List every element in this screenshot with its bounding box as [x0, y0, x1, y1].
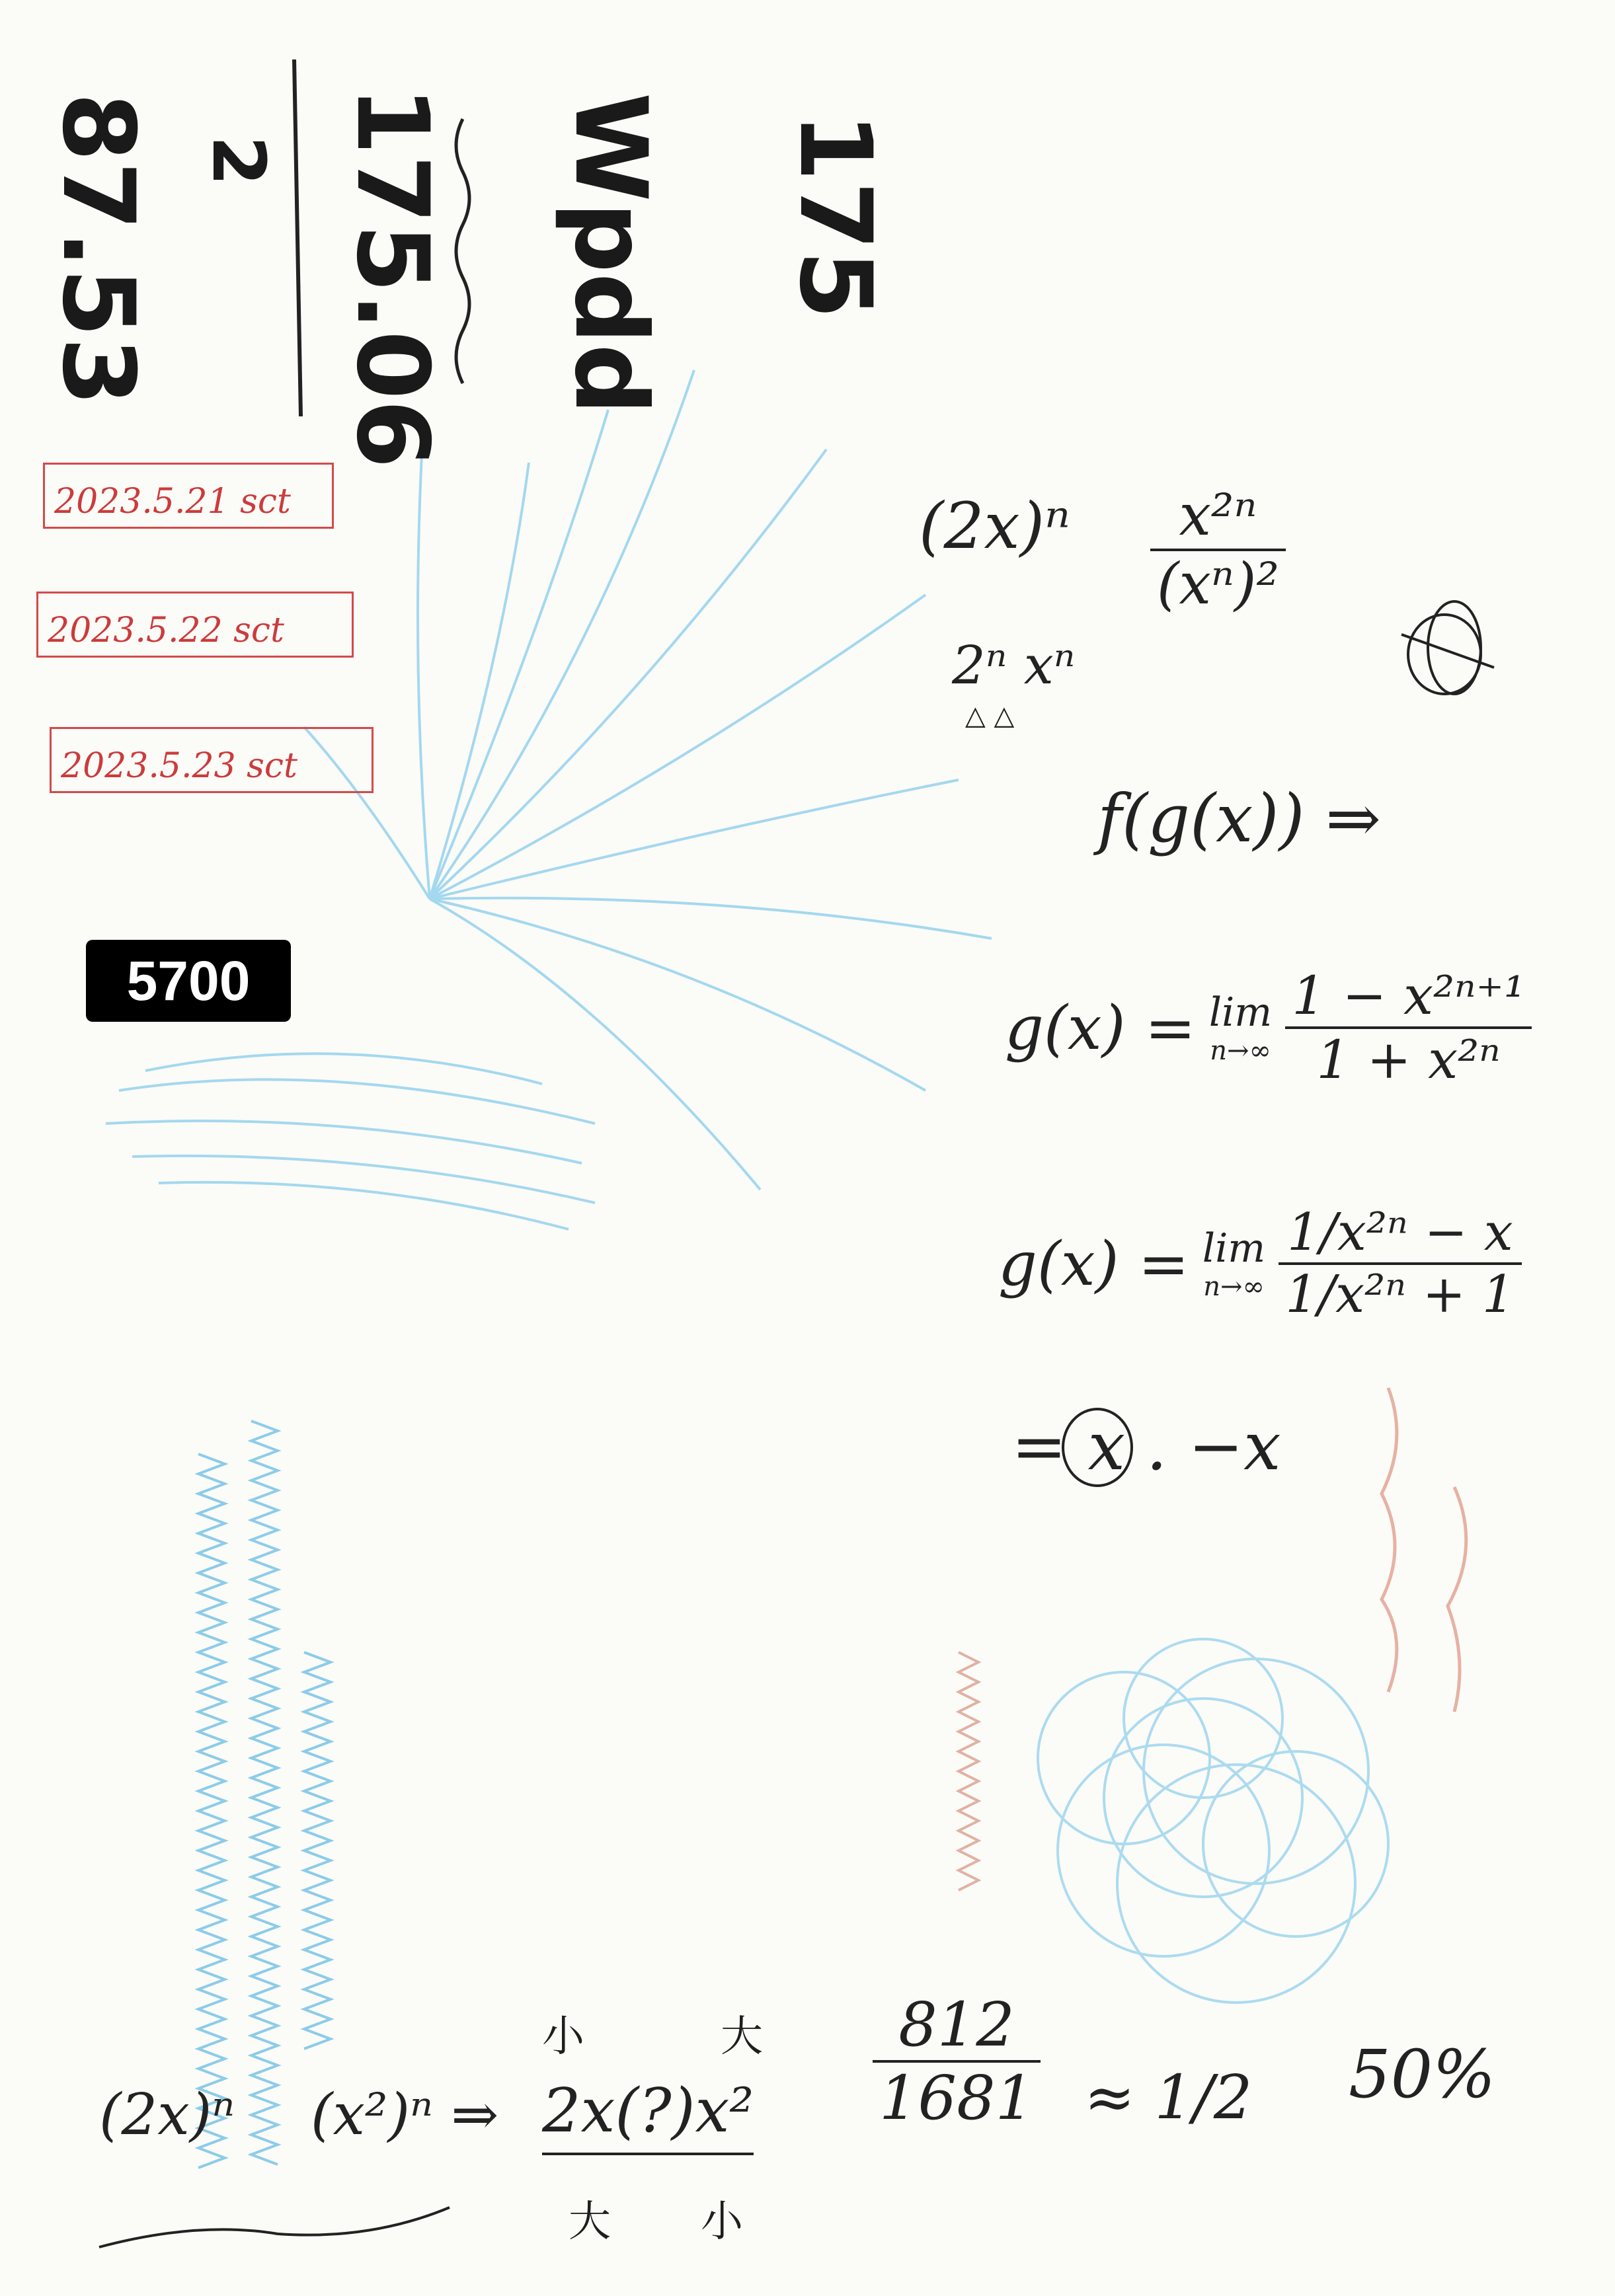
eq-bottom-label-big-bottom: 大 — [569, 2198, 611, 2246]
date-stamp-2: 2023.5.22 sct — [36, 592, 354, 658]
eq-lim-sub-2: n→∞ — [1203, 1272, 1265, 1302]
count-badge: 5700 — [86, 940, 291, 1022]
top-number-175-06: 175.06 — [335, 86, 450, 469]
top-number-wpdd: Wpdd — [553, 93, 668, 415]
eq-x2n-denominator: (xⁿ)² — [1157, 551, 1279, 617]
eq-gx-denominator-1: 1 + x²ⁿ — [1316, 1029, 1501, 1091]
eq-bottom-2x-n: (2x)ⁿ — [99, 2082, 235, 2148]
eq-triangle-marks: △ △ — [965, 701, 1015, 731]
eq-approx-half: ≈ 1/2 — [1084, 2062, 1253, 2133]
eq-lim-1: lim — [1208, 989, 1273, 1036]
eq-2n-xn: 2ⁿ xⁿ — [952, 634, 1076, 696]
eq-x2n-numerator: x²ⁿ — [1179, 482, 1257, 549]
eq-f-of-g: f(g(x)) ⇒ — [1097, 780, 1382, 857]
eq-gx-limit-2 — [998, 1203, 1522, 1324]
eq-fifty-percent: 50% — [1349, 2036, 1496, 2113]
date-stamp-3: 2023.5.23 sct — [50, 727, 374, 793]
eq-lim-sub-1: n→∞ — [1210, 1036, 1271, 1066]
eq-2x-power-n: (2x)ⁿ — [919, 489, 1071, 563]
eq-lim-2: lim — [1202, 1225, 1266, 1272]
eq-gx-lhs-2: g(x) = — [998, 1228, 1189, 1299]
eq-x2n-fraction — [1150, 482, 1286, 617]
eq-gx-lhs-1: g(x) = — [1005, 992, 1196, 1063]
eq-bottom-ratio — [873, 1989, 1041, 2133]
date-stamp-1: 2023.5.21 sct — [43, 463, 334, 529]
eq-bottom-label-small-bottom: 小 — [701, 2198, 743, 2246]
top-number-175: 175 — [777, 112, 892, 320]
eq-bottom-x2-n: (x²)ⁿ ⇒ — [311, 2082, 499, 2148]
eq-ratio-numerator: 812 — [898, 1989, 1015, 2060]
eq-gx-limit-1 — [1005, 965, 1532, 1091]
eq-ratio-denominator: 1681 — [879, 2063, 1035, 2133]
eq-bottom-label-small-top: 小 — [542, 2012, 584, 2061]
eq-bottom-label-big-top: 大 — [721, 2012, 763, 2061]
top-number-87-53: 87.53 — [40, 93, 155, 406]
eq-gx-numerator-1: 1 − x²ⁿ⁺¹ — [1292, 965, 1525, 1026]
eq-gx-denominator-2: 1/x²ⁿ + 1 — [1285, 1265, 1515, 1324]
eq-gx-numerator-2: 1/x²ⁿ − x — [1287, 1203, 1513, 1262]
top-number-2: 2 — [196, 135, 281, 186]
eq-bottom-comparison: 2x(?)x² — [542, 2075, 754, 2155]
eq-equals-x-minus-x: = x . −x — [1011, 1408, 1281, 1485]
